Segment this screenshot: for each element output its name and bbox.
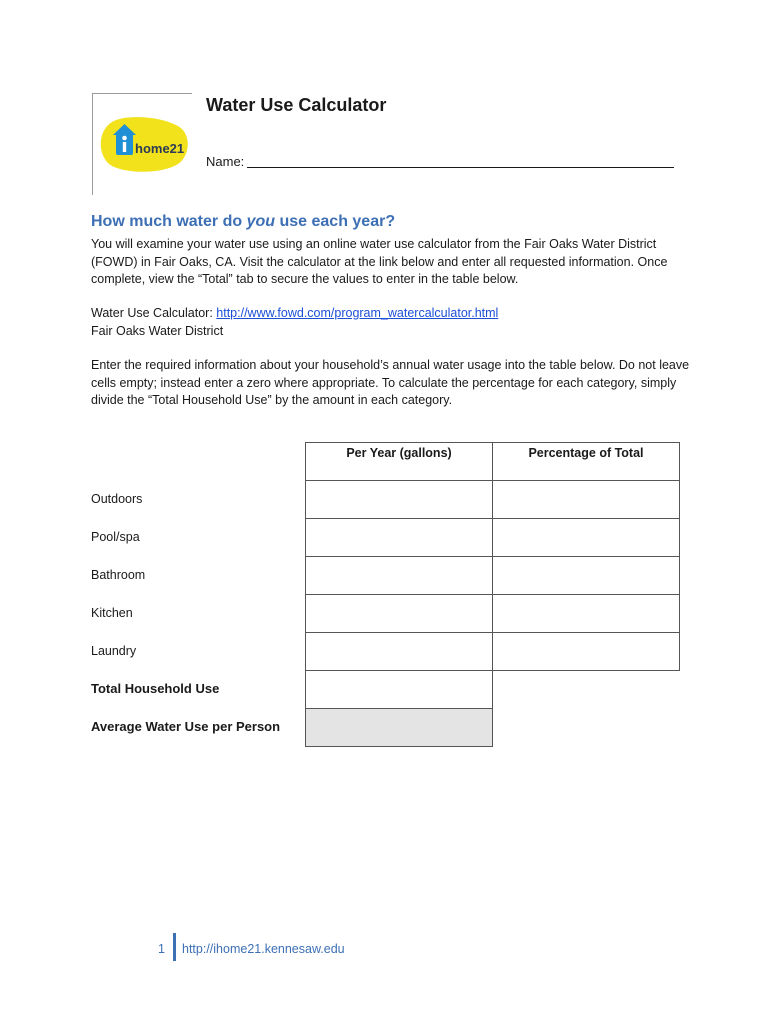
section-heading-emphasis: you	[246, 213, 276, 230]
row-label-outdoors: Outdoors	[91, 492, 143, 506]
per-year-cell-pool-spa[interactable]	[305, 518, 493, 557]
percentage-cell-kitchen[interactable]	[492, 594, 680, 633]
row-label-laundry: Laundry	[91, 644, 137, 658]
row-label-bathroom: Bathroom	[91, 568, 146, 582]
name-field-line[interactable]	[247, 167, 674, 168]
intro-paragraph: You will examine your water use using an online water use calculator from the Fair Oaks Water District (FOWD) in Fair Oaks, CA. Visit the calculator at the link below and enter all requested information. Once complete, view the “Total” tab to secure the values to enter in the table below.	[91, 237, 668, 286]
name-label: Name:	[206, 154, 245, 169]
average-per-person-cell[interactable]	[305, 708, 493, 747]
per-year-cell-laundry[interactable]	[305, 632, 493, 671]
calculator-info	[91, 305, 691, 340]
page-title: Water Use Calculator	[206, 95, 387, 115]
instructions-paragraph: Enter the required information about your household’s annual water usage into the table below. Do not leave cells empty; instead enter a zero where appropriate. To calculate the percentage for each category, simply divide the “Total Household Use” by the amount in each category.	[91, 358, 690, 407]
row-label-average: Average Water Use per Person	[91, 719, 281, 734]
col-header-per-year: Per Year (gallons)	[305, 442, 493, 481]
calculator-link[interactable]: http://www.fowd.com/program_watercalculator.html	[216, 306, 499, 320]
logo-text: home21	[135, 141, 185, 156]
col-header-percentage: Percentage of Total	[492, 442, 680, 481]
percentage-cell-pool-spa[interactable]	[492, 518, 680, 557]
row-label-total: Total Household Use	[91, 681, 220, 696]
percentage-cell-bathroom[interactable]	[492, 556, 680, 595]
per-year-cell-outdoors[interactable]	[305, 480, 493, 519]
per-year-cell-bathroom[interactable]	[305, 556, 493, 595]
section-heading	[91, 213, 395, 231]
percentage-cell-laundry[interactable]	[492, 632, 680, 671]
row-label-kitchen: Kitchen	[91, 606, 133, 620]
per-year-cell-kitchen[interactable]	[305, 594, 493, 633]
total-household-use-cell[interactable]	[305, 670, 493, 709]
footer-divider	[173, 933, 176, 961]
section-heading-part2: use each year?	[275, 213, 396, 230]
header-rule-left	[92, 93, 93, 195]
footer-url: http://ihome21.kennesaw.edu	[182, 942, 345, 956]
section-heading-part1: How much water do	[91, 213, 247, 230]
page-number: 1	[158, 942, 165, 956]
percentage-cell-outdoors[interactable]	[492, 480, 680, 519]
row-label-pool-spa: Pool/spa	[91, 530, 140, 544]
district-name: Fair Oaks Water District	[91, 323, 224, 338]
calculator-label: Water Use Calculator:	[91, 306, 217, 320]
ihome21-logo	[98, 116, 190, 172]
header-rule-top	[92, 93, 192, 94]
